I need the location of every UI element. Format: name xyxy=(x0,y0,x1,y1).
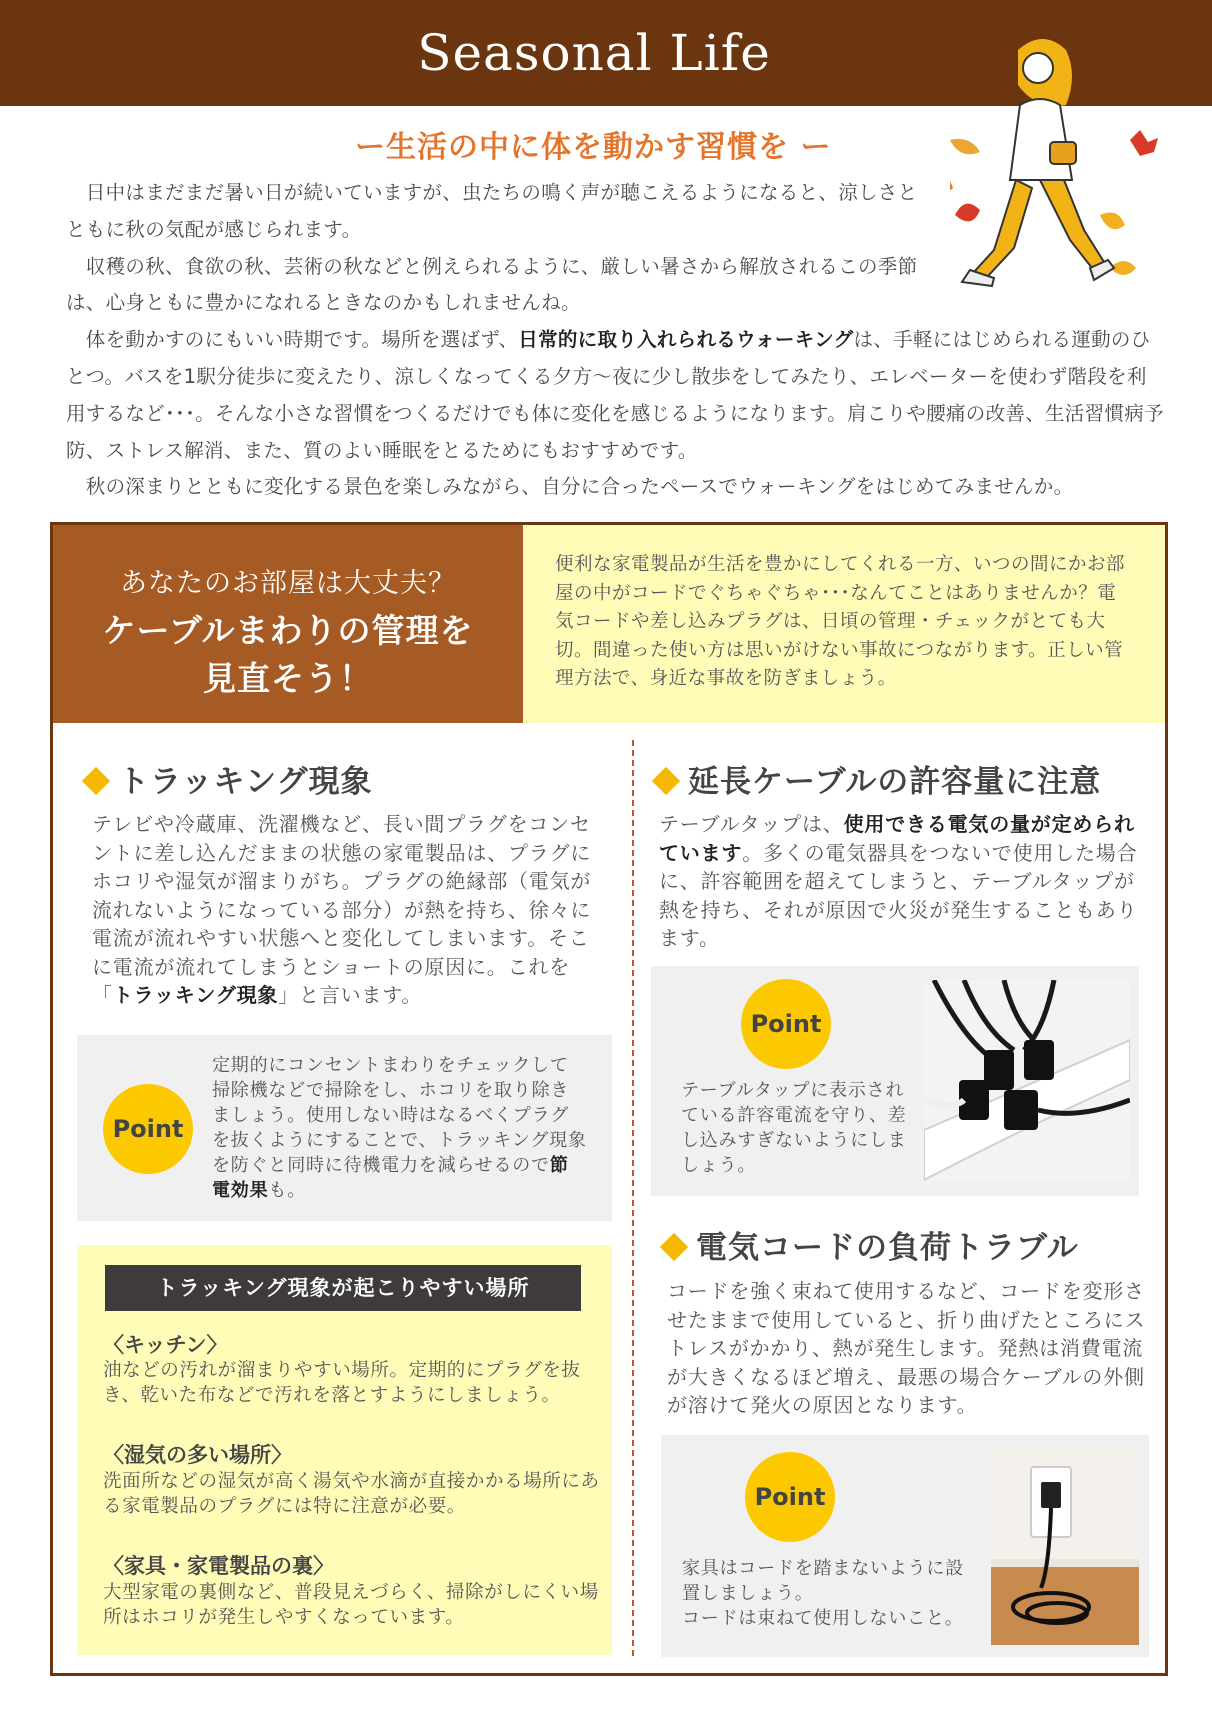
walking-highlight: 日常的に取り入れられるウォーキング xyxy=(518,328,854,352)
extension-point-text: テーブルタップに表示されている許容電流を守り、差し込みすぎないようにしましょう。 xyxy=(681,1080,907,1176)
banner-question: あなたのお部屋は大丈夫？ xyxy=(120,568,456,599)
newsletter-title: Seasonal Life xyxy=(417,24,771,82)
intro-paragraph-3: 体を動かすのにもいい時期です。場所を選ばず、日常的に取り入れられるウォーキングは、手軽にはじめられる運動のひとつ。バスを1駅分徒歩に変えたり、涼しくなってくる夕方〜夜に少し散歩をしてみたり、エレベーターを使わず階段を利用するなど･･･。そんな小さな習慣をつくるだけでも体に変化を感じるようになります。肩こりや腰痛の改善、生活習慣病予防、ストレス解消、また、質のよい睡眠をとるためにもおすすめです。 xyxy=(66,328,1164,462)
cord-point-text xyxy=(682,1556,982,1631)
extension-section-title: 延長ケーブルの許容量に注意 xyxy=(656,756,1101,801)
intro-text xyxy=(66,175,1166,506)
cord-body: コードを強く束ねて使用するなど、コードを変形させたままで使用していると、折り曲げたところにストレスがかかり、熱が発生します。発熱は消費電流が大きくなるほど増え、最悪の場合ケーブルの外側が溶けて発火の原因となります。 xyxy=(667,1279,1146,1417)
place-name-humid: 〈湿気の多い場所〉 xyxy=(103,1443,292,1467)
banner-description-text: 便利な家電製品が生活を豊かにしてくれる一方、いつの間にかお部屋の中がコードでぐちゃぐちゃ･･･なんてことはありませんか？電気コードや差し込みプラグは、日頃の管理・チェックがとても大切。間違った使い方は思いがけない事故につながります。正しい管理方法で、身近な事故を防ぎましょう。 xyxy=(555,554,1126,689)
extension-point-box xyxy=(651,966,1139,1196)
diamond-bullet-icon xyxy=(660,1232,688,1260)
article-subtitle: ー生活の中に体を動かす習慣を ー xyxy=(355,130,832,165)
extension-body: テーブルタップは、使用できる電気の量が定められています。多くの電気器具をつないで使用した場合に、許容範囲を超えてしまうと、テーブルタップが熱を持ち、それが原因で火災が発生することもあります。 xyxy=(659,812,1138,950)
diamond-bullet-icon xyxy=(82,766,110,794)
places-title: トラッキング現象が起こりやすい場所 xyxy=(105,1265,581,1311)
point-badge: Point xyxy=(103,1084,193,1174)
place-desc-kitchen: 油などの汚れが溜まりやすい場所。定期的にプラグを抜き、乾いた布などで汚れを落とすようにしましょう。 xyxy=(103,1360,581,1406)
banner-headline-line1: ケーブルまわりの管理を xyxy=(102,611,474,650)
cable-banner-description xyxy=(523,525,1165,723)
place-desc-humid: 洗面所などの湿気が高く湯気や水滴が直接かかる場所にある家電製品のプラグには特に注意が必要。 xyxy=(103,1471,600,1517)
cord-point-box xyxy=(661,1435,1149,1657)
cord-point-line1: 家具はコードを踏まないように設置しましょう。 xyxy=(682,1558,964,1604)
tracking-body: テレビや冷蔵庫、洗濯機など、長い間プラグをコンセントに差し込んだままの状態の家電製品は、プラグにホコリや湿気が溜まりがち。プラグの絶縁部（電気が流れないようになっている部分）が熱を持ち、徐々に電流が流れやすい状態へと変化してしまいます。そこに電流が流れてしまうとショートの原因に。これを「トラッキング現象」と言います。 xyxy=(92,812,592,1007)
point-badge: Point xyxy=(741,979,831,1069)
intro-paragraph-1: 日中はまだまだ暑い日が続いていますが、虫たちの鳴く声が聴こえるようになると、涼しさとともに秋の気配が感じられます。 xyxy=(66,181,918,241)
tracking-places-box xyxy=(77,1245,612,1655)
place-name-kitchen: 〈キッチン〉 xyxy=(103,1333,228,1357)
banner-headline-line2: 見直そう！ xyxy=(203,659,373,698)
tracking-section-title: トラッキング現象 xyxy=(86,756,372,801)
tracking-point-box xyxy=(77,1035,612,1221)
place-name-behind-furniture: 〈家具・家電製品の裏〉 xyxy=(103,1554,334,1578)
point-badge: Point xyxy=(745,1452,835,1542)
cable-banner-heading xyxy=(53,525,523,723)
intro-paragraph-2: 収穫の秋、食欲の秋、芸術の秋などと例えられるように、厳しい暑さから解放されるこの季節は、心身ともに豊かになれるときなのかもしれませんね。 xyxy=(66,254,918,315)
diamond-bullet-icon xyxy=(652,766,680,794)
column-divider xyxy=(632,740,634,1656)
tracking-point-text: 定期的にコンセントまわりをチェックして掃除機などで掃除をし、ホコリを取り除きましょう。使用しない時はなるべくプラグを抜くようにすることで、トラッキング現象を防ぐと同時に待機電力を減らせるので節電効果も。 xyxy=(212,1055,587,1201)
cord-section-title: 電気コードの負荷トラブル xyxy=(664,1222,1079,1267)
power-strip-photo xyxy=(924,980,1130,1182)
intro-paragraph-4: 秋の深まりとともに変化する景色を楽しみながら、自分に合ったペースでウォーキングをはじめてみませんか。 xyxy=(66,475,1074,499)
outlet-cord-photo xyxy=(991,1447,1139,1645)
cord-point-line2: コードは束ねて使用しないこと。 xyxy=(682,1608,964,1629)
place-desc-behind-furniture: 大型家電の裏側など、普段見えづらく、掃除がしにくい場所はホコリが発生しやすくなっています。 xyxy=(103,1582,599,1628)
